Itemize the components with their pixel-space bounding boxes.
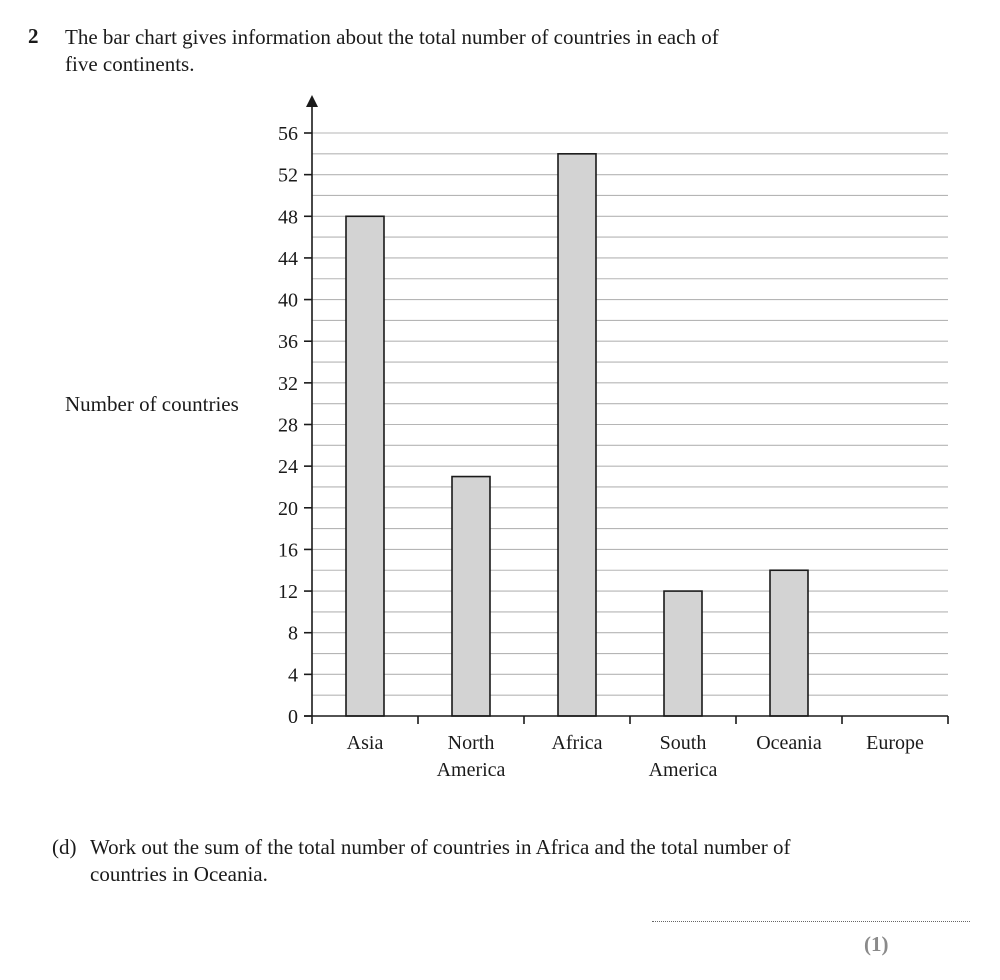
- bar: [664, 591, 702, 716]
- y-tick-label: 36: [278, 331, 298, 354]
- question-intro-line-2: five continents.: [65, 52, 195, 76]
- y-tick-label: 28: [278, 414, 298, 437]
- y-tick-label: 52: [278, 164, 298, 187]
- y-tick-label: 56: [278, 123, 298, 145]
- category-label: Africa: [551, 732, 603, 754]
- bar: [452, 477, 490, 716]
- y-axis-arrow-icon: [306, 95, 318, 107]
- y-tick-label: 4: [288, 664, 298, 687]
- bar: [770, 570, 808, 716]
- category-label: Oceania: [756, 732, 822, 754]
- y-tick-label: 12: [278, 581, 298, 604]
- bar: [346, 216, 384, 716]
- y-tick-label: 8: [288, 622, 298, 645]
- question-number: 2: [28, 24, 39, 48]
- question-intro-line-1: The bar chart gives information about the total number of countries in each of: [65, 25, 719, 49]
- y-tick-label: 32: [278, 372, 298, 395]
- part-d-label: (d): [52, 835, 77, 859]
- axes: [304, 95, 948, 724]
- answer-line[interactable]: [652, 921, 970, 922]
- y-tick-label: 0: [288, 706, 298, 728]
- marks-label: (1): [864, 932, 889, 956]
- category-label: Europe: [866, 732, 924, 754]
- part-d-text-line-1: Work out the sum of the total number of countries in Africa and the total number of: [90, 835, 791, 859]
- y-tick-label: 48: [278, 206, 298, 229]
- category-label: South: [659, 732, 707, 754]
- y-axis-label: Number of countries: [65, 392, 239, 416]
- part-d-text-line-2: countries in Oceania.: [90, 862, 268, 886]
- y-tick-label: 24: [278, 456, 298, 479]
- grid-lines: [312, 133, 948, 695]
- bar: [558, 154, 596, 716]
- category-label: America: [648, 759, 718, 781]
- part-d-question: [52, 834, 872, 888]
- bars: [346, 154, 808, 716]
- category-label: America: [436, 759, 506, 781]
- y-tick-label: 44: [278, 247, 298, 270]
- y-tick-label: 40: [278, 289, 298, 312]
- y-tick-label: 20: [278, 497, 298, 520]
- category-label: North: [447, 732, 495, 754]
- y-tick-label: 16: [278, 539, 298, 562]
- category-label: Asia: [346, 732, 384, 754]
